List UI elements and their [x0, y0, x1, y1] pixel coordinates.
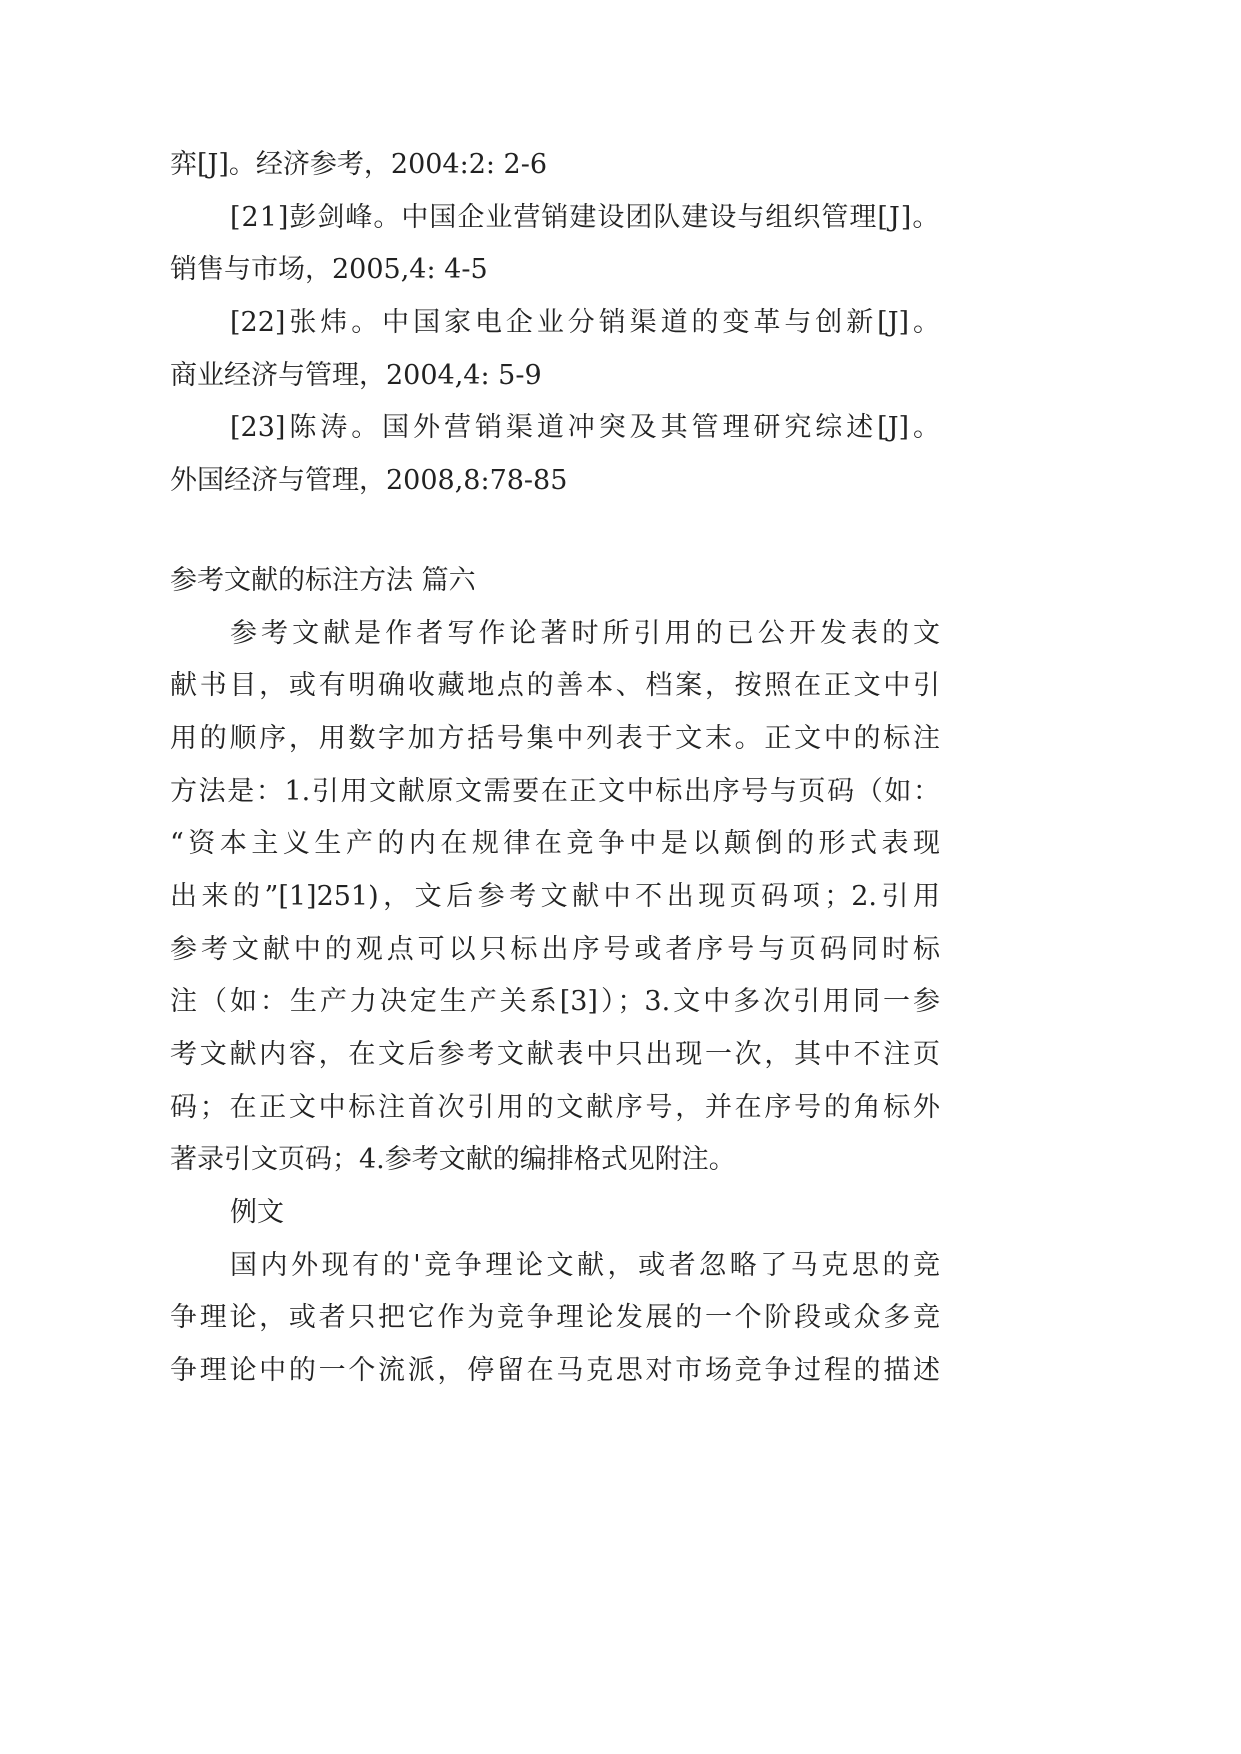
text-line: 用的顺序，用数字加方括号集中列表于文末。正文中的标注 [170, 722, 940, 754]
text-line: 争理论，或者只把它作为竞争理论发展的一个阶段或众多竞 [170, 1302, 940, 1334]
reference-entry-23: [23]陈涛。国外营销渠道冲突及其管理研究综述[J]。 [230, 412, 940, 444]
text-line: 献书目，或有明确收藏地点的善本、档案，按照在正文中引 [170, 670, 940, 702]
reference-line: 销售与市场，2005,4: 4-5 [170, 254, 488, 286]
reference-line: 商业经济与管理，2004,4: 5-9 [170, 359, 542, 391]
example-label [170, 1187, 940, 1240]
paragraph [170, 608, 940, 1188]
reference-list [170, 139, 940, 508]
text-line: “资本主义生产的内在规律在竞争中是以颠倒的形式表现 [170, 828, 940, 860]
text-line: 注（如：生产力决定生产关系[3]）；3.文中多次引用同一参 [170, 986, 940, 1018]
reference-entry-21: [21]彭剑峰。中国企业营销建设团队建设与组织管理[J]。 [230, 201, 941, 233]
text-line: 参考文献是作者写作论著时所引用的已公开发表的文 [230, 617, 940, 649]
reference-line: 外国经济与管理，2008,8:78-85 [170, 465, 568, 497]
text-line: 出来的”[1]251)，文后参考文献中不出现页码项；2.引用 [170, 880, 940, 912]
text-line: 参考文献中的观点可以只标出序号或者序号与页码同时标 [170, 933, 940, 965]
text-line: 例文 [230, 1197, 284, 1229]
reference-entry-22: [22]张炜。中国家电企业分销渠道的变革与创新[J]。 [230, 307, 940, 339]
paragraph [170, 1240, 940, 1398]
text-line: 著录引文页码；4.参考文献的编排格式见附注。 [170, 1144, 736, 1176]
document-page [170, 139, 940, 1398]
text-line: 方法是：1.引用文献原文需要在正文中标出序号与页码（如： [170, 775, 940, 807]
text-line: 争理论中的一个流派，停留在马克思对市场竞争过程的描述 [170, 1355, 940, 1387]
text-line: 考文献内容，在文后参考文献表中只出现一次，其中不注页 [170, 1039, 940, 1070]
text-line: 国内外现有的'竞争理论文献，或者忽略了马克思的竞 [230, 1249, 940, 1281]
reference-line: 弈[J]。经济参考，2004:2: 2-6 [170, 149, 548, 180]
section-heading: 参考文献的标注方法 篇六 [170, 564, 476, 596]
text-line: 码；在正文中标注首次引用的文献序号，并在序号的角标外 [170, 1091, 940, 1123]
